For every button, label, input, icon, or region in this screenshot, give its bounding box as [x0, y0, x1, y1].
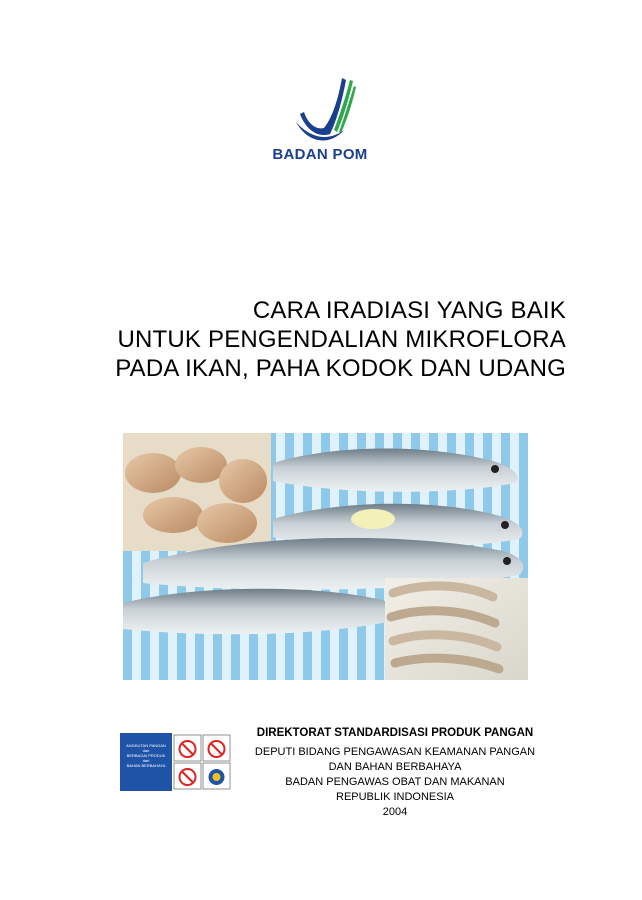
directorate-name: DIREKTORAT STANDARDISASI PRODUK PANGAN — [256, 727, 534, 739]
emblem-label-line-5: BAHAN BERBAHAYA — [126, 763, 166, 768]
title-line-1: CARA IRADIASI YANG BAIK — [252, 297, 566, 324]
document-title — [115, 296, 566, 383]
cover-photo-collage — [123, 433, 528, 680]
emblem-label-line-2: dan — [142, 748, 150, 753]
badan-pom-logo-icon — [270, 72, 370, 146]
emblem-label — [120, 743, 172, 768]
publication-year: 2004 — [382, 806, 408, 818]
agency-name: BADAN PENGAWAS OBAT DAN MAKANAN — [285, 776, 505, 788]
emblem-label-line-1: ANGKUTAN PANGAN — [126, 743, 166, 748]
publisher-block — [240, 726, 550, 820]
emblem-label-line-3: BERBAGAI PRODUK — [126, 753, 166, 758]
deputy-line-2: DAN BAHAN BERBAHAYA — [328, 761, 462, 773]
title-line-2: UNTUK PENGENDALIAN MIKROFLORA — [117, 326, 566, 353]
title-line-3: PADA IKAN, PAHA KODOK DAN UDANG — [115, 355, 566, 382]
emblem-label-line-4: dari — [142, 758, 150, 763]
logo-text: BADAN POM — [272, 146, 368, 163]
hazardous-materials-emblem — [120, 733, 232, 791]
frog-legs-fish-shrimp-photo-collage — [123, 433, 528, 680]
badan-pom-logo — [270, 72, 370, 172]
deputy-line-1: DEPUTI BIDANG PENGAWASAN KEAMANAN PANGAN — [254, 746, 536, 758]
country-name: REPUBLIK INDONESIA — [336, 791, 454, 803]
